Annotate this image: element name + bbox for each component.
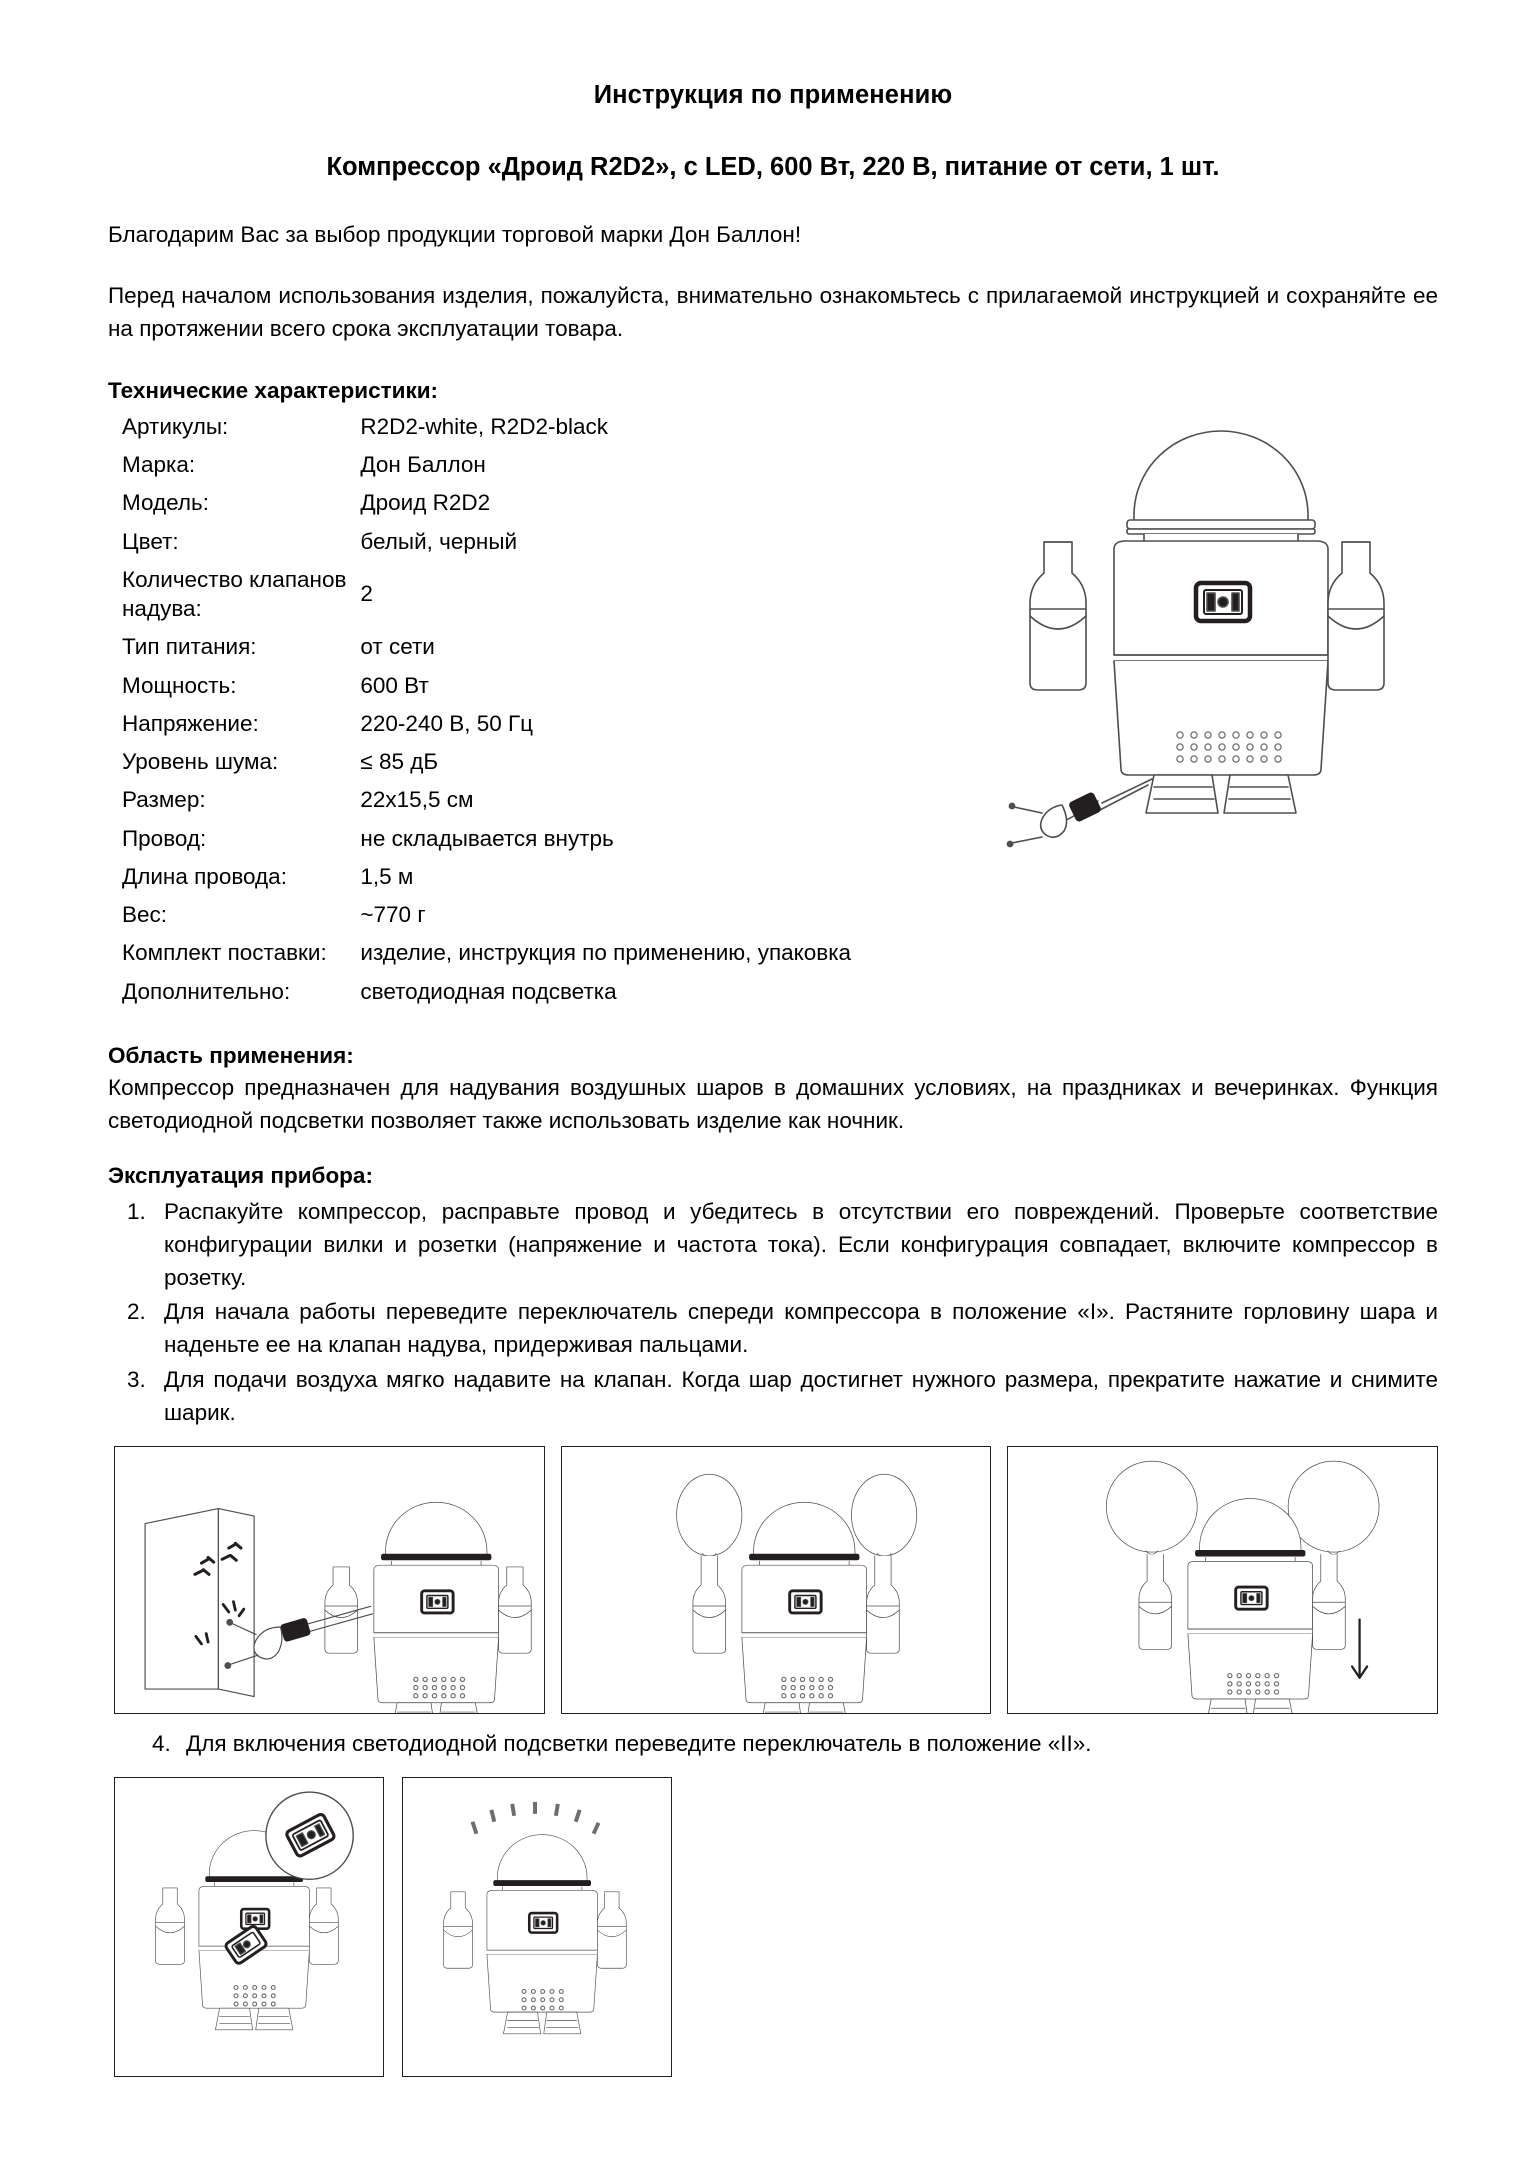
figure-row-secondary bbox=[108, 1777, 1438, 2077]
list-item: 3. Для подачи воздуха мягко надавите на клапан. Когда шар достигнет нужного размера, прекратите нажатие и снимите шарик. bbox=[152, 1364, 1438, 1430]
specifications-heading: Технические характеристики: bbox=[108, 378, 439, 404]
preface-paragraph: Перед началом использования изделия, пожалуйста, внимательно ознакомьтесь с прилагаемой инструкцией и сохраняйте ее на протяжении всего срока эксплуатации товара. bbox=[108, 282, 1438, 341]
page-title: Инструкция по применению bbox=[593, 81, 953, 109]
spec-key: Провод: bbox=[122, 825, 207, 851]
spec-value: не складывается внутрь bbox=[360, 825, 614, 851]
figure-inflated-balloons-remove bbox=[1007, 1446, 1438, 1714]
spec-key: Напряжение: bbox=[122, 710, 259, 736]
spec-value: Дроид R2D2 bbox=[360, 490, 491, 516]
table-row bbox=[122, 407, 912, 445]
spec-value: 220-240 В, 50 Гц bbox=[360, 710, 534, 736]
down-arrow-icon bbox=[1352, 1619, 1367, 1677]
spec-value: 1,5 м bbox=[360, 863, 414, 889]
operation-step-4 bbox=[108, 1728, 1438, 1761]
spec-value: от сети bbox=[360, 634, 435, 660]
led-glow-icon bbox=[472, 1802, 598, 1834]
spec-key: Цвет: bbox=[122, 528, 179, 554]
spec-key: Марка: bbox=[122, 452, 196, 478]
step-number: 4. bbox=[152, 1730, 171, 1756]
spec-key: Вес: bbox=[122, 902, 168, 928]
step-text: Для включения светодиодной подсветки переведите переключатель в положение «II». bbox=[186, 1730, 1092, 1756]
product-illustration bbox=[986, 387, 1456, 857]
spec-value: Дон Баллон bbox=[360, 452, 486, 478]
table-row bbox=[122, 522, 912, 560]
table-row bbox=[122, 484, 912, 522]
spec-value: R2D2-white, R2D2-black bbox=[360, 413, 608, 439]
spec-key: Комплект поставки: bbox=[122, 940, 327, 966]
table-row bbox=[122, 666, 912, 704]
spec-value: 22х15,5 см bbox=[360, 787, 474, 813]
spec-key: Мощность: bbox=[122, 672, 237, 698]
table-row bbox=[122, 781, 912, 819]
list-item: 1. Распакуйте компрессор, расправьте провод и убедитесь в отсутствии его повреждений. Проверьте соответствие конфигурации вилки и розетки (напряжение и частота тока). Если конфигурация совпадает, включите компрессор в розетку. bbox=[152, 1196, 1438, 1295]
operation-steps bbox=[108, 1196, 1438, 1430]
specifications-table bbox=[122, 407, 912, 1010]
spec-value: 2 bbox=[360, 581, 373, 607]
table-row bbox=[122, 743, 912, 781]
operation-heading: Эксплуатация прибора: bbox=[108, 1162, 373, 1188]
table-row bbox=[122, 560, 912, 628]
spec-key: Размер: bbox=[122, 787, 206, 813]
spec-key: Артикулы: bbox=[122, 413, 229, 439]
table-row bbox=[122, 628, 912, 666]
figure-row-primary bbox=[108, 1446, 1438, 1714]
spec-value: 600 Вт bbox=[360, 672, 429, 698]
table-row bbox=[122, 857, 912, 895]
spec-value: белый, черный bbox=[360, 528, 518, 554]
product-subtitle: Компрессор «Дроид R2D2», с LED, 600 Вт, 220 В, питание от сети, 1 шт. bbox=[326, 153, 1220, 182]
table-row bbox=[122, 972, 912, 1010]
specifications-section bbox=[108, 375, 1438, 1010]
table-row bbox=[122, 819, 912, 857]
spec-key: Уровень шума: bbox=[122, 749, 279, 775]
spec-value: ≤ 85 дБ bbox=[360, 749, 439, 775]
thanks-paragraph: Благодарим Вас за выбор продукции торговой марки Дон Баллон! bbox=[108, 221, 802, 247]
spec-value: изделие, инструкция по применению, упаковка bbox=[360, 940, 852, 966]
table-row bbox=[122, 446, 912, 484]
figure-plug-into-socket bbox=[114, 1446, 545, 1714]
application-heading: Область применения: bbox=[108, 1043, 354, 1069]
spec-key: Тип питания: bbox=[122, 634, 257, 660]
table-row bbox=[122, 704, 912, 742]
list-item: 2. Для начала работы переведите переключатель спереди компрессора в положение «I». Растяните горловину шара и наденьте ее на клапан надува, придерживая пальцами. bbox=[152, 1296, 1438, 1362]
spec-value: ~770 г bbox=[360, 902, 426, 928]
spec-key: Длина провода: bbox=[122, 863, 287, 889]
spec-key: Модель: bbox=[122, 490, 210, 516]
figure-balloons-on-valves bbox=[561, 1446, 992, 1714]
table-row bbox=[122, 934, 912, 972]
application-body: Компрессор предназначен для надувания воздушных шаров в домашних условиях, на праздниках и вечеринках. Функция светодиодной подсветки позволяет также использовать изделие как ночник. bbox=[108, 1075, 1438, 1134]
spec-value: светодиодная подсветка bbox=[360, 978, 617, 1004]
spec-key: Количество клапанов надува: bbox=[122, 566, 347, 622]
spec-key: Дополнительно: bbox=[122, 978, 291, 1004]
table-row bbox=[122, 896, 912, 934]
figure-led-glow-on bbox=[402, 1777, 672, 2077]
figure-switch-position-detail bbox=[114, 1777, 384, 2077]
